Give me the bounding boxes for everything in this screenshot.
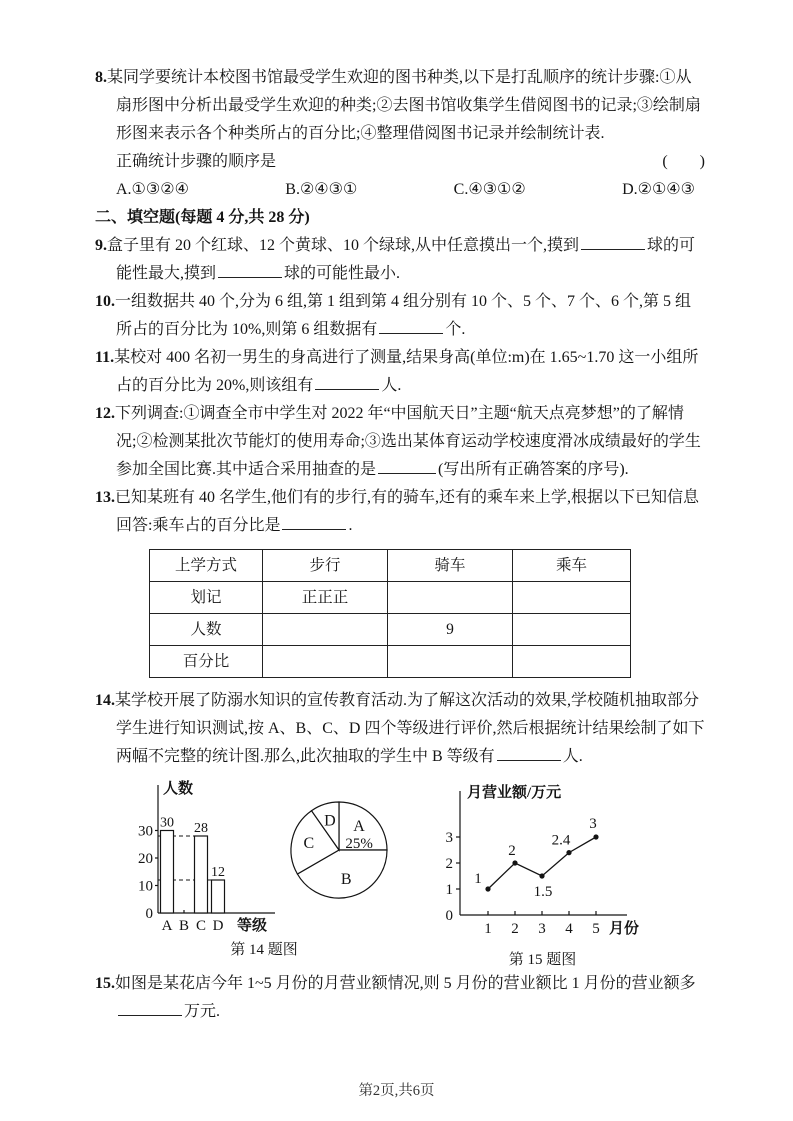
svg-text:4: 4 bbox=[565, 921, 573, 937]
answer-blank bbox=[282, 515, 346, 530]
question-14 bbox=[95, 687, 705, 771]
svg-text:20: 20 bbox=[138, 851, 153, 867]
col-header: 上学方式 bbox=[150, 550, 263, 582]
question-number: 15. bbox=[95, 975, 115, 992]
cell bbox=[263, 614, 388, 646]
svg-text:30: 30 bbox=[138, 823, 153, 840]
question-text: 一组数据共 40 个,分为 6 组,第 1 组到第 4 组分别有 10 个、5 个、7 个、6 个,第 5 组所占的百分比为 10%,则第 6 组数据有 bbox=[115, 293, 692, 338]
svg-text:月营业额/万元: 月营业额/万元 bbox=[467, 785, 562, 801]
question-11 bbox=[95, 344, 705, 400]
cell: 正正正 bbox=[263, 582, 388, 614]
question-text: 某校对 400 名初一男生的身高进行了测量,结果身高(单位:m)在 1.65~1.70 这一小组所占的百分比为 20%,则该组有 bbox=[114, 349, 699, 394]
svg-text:B: B bbox=[178, 918, 190, 934]
line-chart bbox=[425, 777, 660, 939]
cell bbox=[513, 582, 631, 614]
question-text: 某同学要统计本校图书馆最受学生欢迎的图书种类,以下是打乱顺序的统计步骤:①从扇形图中分析出最受学生欢迎的种类;②去图书馆收集学生借阅图书的记录;③绘制扇形图来表示各个种类所占的百分比;④整理借阅图书记录并绘制统计表. bbox=[107, 69, 701, 142]
cell bbox=[388, 582, 513, 614]
svg-text:5: 5 bbox=[592, 921, 600, 937]
question-text: 人. bbox=[381, 377, 402, 394]
question-8-prompt: 正确统计步骤的顺序是 bbox=[116, 153, 277, 170]
table-header-row bbox=[150, 550, 631, 582]
answer-blank bbox=[118, 1001, 182, 1016]
question-text: 盒子里有 20 个红球、12 个黄球、10 个绿球,从中任意摸出一个,摸到 bbox=[107, 237, 580, 254]
row-header: 人数 bbox=[150, 614, 263, 646]
svg-text:2.4: 2.4 bbox=[551, 832, 571, 849]
answer-blank bbox=[497, 746, 561, 761]
question-text: 个. bbox=[445, 321, 466, 338]
table-row bbox=[150, 646, 631, 678]
svg-text:1: 1 bbox=[484, 921, 492, 937]
svg-text:月份: 月份 bbox=[609, 921, 640, 937]
col-header: 骑车 bbox=[388, 550, 513, 582]
question-8-stem bbox=[95, 64, 705, 148]
col-header: 乘车 bbox=[513, 550, 631, 582]
answer-bracket: ( ) bbox=[662, 153, 705, 170]
svg-text:3: 3 bbox=[445, 830, 453, 846]
question-8-options bbox=[116, 176, 705, 204]
cell bbox=[263, 646, 388, 678]
figure-14-caption: 第 14 题图 bbox=[230, 942, 298, 958]
svg-text:0: 0 bbox=[445, 908, 453, 924]
svg-text:2: 2 bbox=[445, 856, 453, 872]
question-number: 13. bbox=[95, 489, 115, 506]
option-b: B.②④③① bbox=[285, 181, 358, 198]
svg-text:C: C bbox=[195, 918, 207, 934]
figure-15-caption: 第 15 题图 bbox=[508, 952, 577, 968]
svg-text:D: D bbox=[324, 812, 336, 830]
cell bbox=[513, 646, 631, 678]
question-text: . bbox=[348, 517, 353, 534]
page-number: 第2页,共6页 bbox=[358, 1083, 435, 1099]
svg-text:C: C bbox=[303, 835, 315, 853]
svg-text:12: 12 bbox=[211, 865, 225, 880]
svg-text:A: A bbox=[161, 918, 173, 934]
svg-text:等级: 等级 bbox=[237, 918, 268, 934]
svg-text:28: 28 bbox=[194, 821, 208, 836]
svg-text:3: 3 bbox=[538, 921, 546, 937]
option-d: D.②①④③ bbox=[622, 181, 695, 198]
answer-blank bbox=[218, 263, 282, 278]
cell: 9 bbox=[388, 614, 513, 646]
question-15 bbox=[95, 970, 705, 1026]
option-c: C.④③①② bbox=[453, 181, 526, 198]
svg-text:B: B bbox=[340, 871, 352, 889]
question-text: 人. bbox=[562, 748, 583, 765]
svg-text:30: 30 bbox=[160, 815, 174, 831]
answer-blank bbox=[581, 235, 645, 250]
question-number: 11. bbox=[95, 349, 115, 366]
question-text: 球的可能性最大,摸到 bbox=[116, 237, 696, 282]
question-number: 12. bbox=[95, 405, 115, 422]
row-header: 划记 bbox=[150, 582, 263, 614]
svg-text:人数: 人数 bbox=[163, 781, 194, 797]
question-text: 已知某班有 40 名学生,他们有的步行,有的骑车,还有的乘车来上学,根据以下已知信息回答:乘车占的百分比是 bbox=[115, 489, 700, 534]
section-2-title: 二、填空题(每题 4 分,共 28 分) bbox=[95, 209, 310, 226]
question-text: 万元. bbox=[184, 1003, 221, 1020]
svg-text:3: 3 bbox=[589, 816, 597, 832]
question-10 bbox=[95, 288, 705, 344]
svg-text:D: D bbox=[212, 918, 224, 934]
question-number: 14. bbox=[95, 692, 115, 709]
svg-text:10: 10 bbox=[138, 878, 153, 895]
svg-text:A: A bbox=[353, 817, 365, 835]
question-12 bbox=[95, 400, 705, 484]
row-header: 百分比 bbox=[150, 646, 263, 678]
svg-text:1: 1 bbox=[445, 882, 453, 898]
svg-text:25%: 25% bbox=[345, 835, 373, 852]
question-9 bbox=[95, 232, 705, 288]
svg-text:2: 2 bbox=[508, 843, 516, 859]
question-note: (写出所有正确答案的序号). bbox=[438, 461, 629, 478]
question-8-prompt-line bbox=[116, 148, 705, 176]
commute-tally-table bbox=[149, 549, 631, 678]
statistics-figures bbox=[133, 777, 705, 970]
col-header: 步行 bbox=[263, 550, 388, 582]
question-text: 下列调查:①调查全市中学生对 2022 年“中国航天日”主题“航天点亮梦想”的了解情况;②检测某批次节能灯的使用寿命;③选出某体育运动学校速度滑冰成绩最好的学生参加全国比赛.其中适合采用抽查的是 bbox=[115, 405, 701, 478]
question-text: 某学校开展了防溺水知识的宣传教育活动.为了解这次活动的效果,学校随机抽取部分学生进行知识测试,按 A、B、C、D 四个等级进行评价,然后根据统计结果绘制了如下两幅不完整的统计图.那么,此次抽取的学生中 B 等级有 bbox=[115, 692, 705, 765]
question-13-table-wrap bbox=[149, 549, 705, 678]
pie-chart bbox=[283, 793, 395, 905]
question-text: 球的可能性最小. bbox=[284, 265, 401, 282]
question-number: 8. bbox=[95, 69, 107, 86]
answer-blank bbox=[379, 319, 443, 334]
svg-text:2: 2 bbox=[511, 921, 519, 937]
cell bbox=[388, 646, 513, 678]
svg-text:1.5: 1.5 bbox=[533, 884, 553, 900]
question-text: 如图是某花店今年 1~5 月份的月营业额情况,则 5 月份的营业额比 1 月份的营业额多 bbox=[115, 975, 696, 992]
cell bbox=[513, 614, 631, 646]
svg-text:0: 0 bbox=[145, 906, 153, 922]
answer-blank bbox=[378, 459, 436, 474]
table-row bbox=[150, 614, 631, 646]
question-8 bbox=[95, 64, 705, 204]
question-13 bbox=[95, 484, 705, 540]
table-row bbox=[150, 582, 631, 614]
svg-text:1: 1 bbox=[474, 871, 482, 887]
question-number: 9. bbox=[95, 237, 107, 254]
bar-chart bbox=[133, 777, 283, 939]
figure-question-14 bbox=[133, 777, 395, 960]
option-a: A.①③②④ bbox=[116, 181, 189, 198]
figure-question-15 bbox=[425, 777, 660, 970]
question-number: 10. bbox=[95, 293, 115, 310]
answer-blank bbox=[315, 375, 379, 390]
